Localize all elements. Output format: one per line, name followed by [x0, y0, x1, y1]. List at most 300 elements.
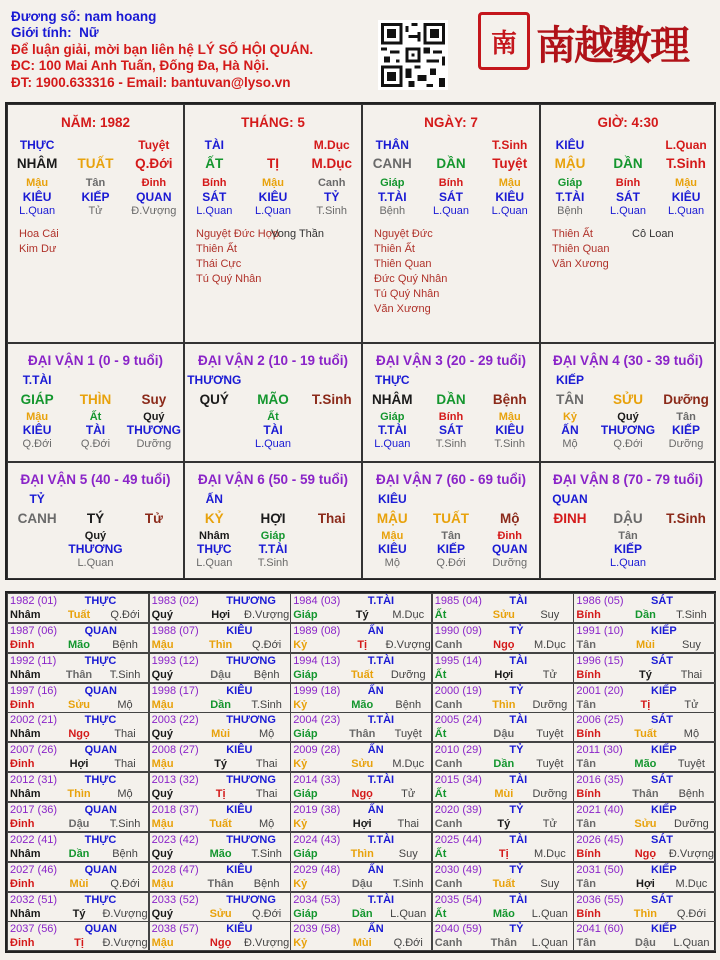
year-cell: [290, 623, 432, 653]
year-god: SÁT: [651, 714, 673, 727]
year-branch: Thìn: [492, 698, 516, 711]
dai-van-cell: [540, 462, 716, 579]
year-label: 2025 (44): [434, 833, 482, 846]
year-branch: Thân: [207, 877, 234, 890]
pillar-note: Thiên Ất: [374, 243, 415, 255]
dai-van-hidden-cell: Mậu: [498, 411, 521, 423]
dai-van-hidden-cell: [125, 530, 183, 542]
year-branch: Mùi: [211, 728, 231, 741]
dai-van-stages-cell: Dưỡng: [136, 438, 172, 450]
dai-van-stem-cell: CANH: [17, 511, 57, 526]
year-stem: Kỷ: [293, 758, 308, 771]
dai-van-title: ĐẠI VẬN 4 (30 - 39 tuổi): [552, 353, 704, 368]
dai-van-gods-row: [541, 542, 715, 556]
year-body: [8, 757, 148, 771]
dai-van-gods-cell: KIÊU: [495, 423, 525, 437]
year-stage: Bệnh: [253, 877, 280, 890]
year-god: TỶ: [509, 923, 524, 936]
year-cell: [573, 712, 715, 742]
year-branch: Ngọ: [351, 788, 373, 801]
year-body: [433, 638, 573, 652]
year-label: 2040 (59): [434, 923, 482, 936]
year-god: ẤN: [367, 923, 384, 936]
year-body: [150, 847, 290, 861]
year-stage: Đ.Vượng: [244, 937, 290, 950]
year-branch: Sửu: [492, 609, 515, 621]
year-head: [291, 654, 431, 668]
qr-code-icon: [378, 20, 448, 90]
year-cell: [432, 802, 574, 832]
year-branch: Dậu: [351, 877, 373, 890]
year-stem: Ất: [434, 907, 447, 920]
year-stem: Canh: [434, 758, 463, 771]
year-head: [8, 594, 148, 608]
dai-van-gods-row: [363, 423, 539, 437]
year-label: 2036 (55): [576, 893, 624, 906]
year-stage: T.Sinh: [251, 847, 282, 860]
year-god: T.TÀI: [367, 654, 395, 667]
dai-van-cell: [7, 343, 184, 462]
year-label: 2041 (60): [576, 923, 624, 936]
dai-van-god-spacer: [480, 492, 539, 506]
dai-van-stages-cell: Dưỡng: [492, 557, 528, 569]
year-stem: Ất: [434, 728, 447, 741]
year-label: 2003 (22): [151, 714, 199, 727]
year-stem: Canh: [434, 877, 463, 890]
dai-van-stem-cell: T.Sinh: [666, 511, 706, 526]
year-head: [433, 594, 573, 608]
year-stem: Kỷ: [293, 937, 308, 950]
pillar-stages-cell: Tử: [88, 205, 103, 217]
year-god: ẤN: [367, 744, 384, 757]
year-head: [8, 743, 148, 757]
year-branch: Dậu: [210, 668, 231, 681]
pillar-hidden-row: [363, 177, 539, 189]
dai-van-title: ĐẠI VẬN 5 (40 - 49 tuổi): [20, 472, 171, 487]
pillar-stages-row: [541, 205, 715, 217]
year-stem: Đinh: [10, 937, 35, 950]
pillar-gods-row: [8, 190, 183, 204]
dai-van-gods-cell: [185, 423, 244, 437]
year-cell: [149, 772, 291, 802]
pillar-stages-cell: L.Quan: [432, 205, 470, 217]
year-head: [8, 803, 148, 817]
year-body: [8, 787, 148, 801]
year-body: [291, 907, 431, 921]
dai-van-hidden-cell: Ất: [267, 411, 279, 423]
dai-van-stem-row: [363, 392, 539, 407]
year-label: 2022 (41): [10, 833, 58, 846]
pillar-notes: [8, 227, 183, 257]
year-head: [574, 803, 714, 817]
pillar-note: Tú Quý Nhân: [196, 273, 262, 285]
year-cell: [290, 712, 432, 742]
pillar-title: NGÀY: 7: [424, 115, 478, 130]
dai-van-stem-cell: DẦN: [436, 392, 466, 407]
year-head: [150, 922, 290, 936]
year-cell: [290, 593, 432, 623]
dai-van-hidden-cell: Bính: [438, 411, 464, 423]
year-stem: Kỷ: [293, 817, 308, 830]
dai-van-gods-row: [541, 423, 715, 437]
year-label: 2030 (49): [434, 863, 482, 876]
dai-van-gods-cell: [541, 542, 599, 556]
dai-van-title: ĐẠI VẬN 1 (0 - 9 tuổi): [27, 353, 163, 368]
year-god: SÁT: [651, 654, 673, 667]
year-stem: Bính: [576, 788, 601, 801]
pillar-gods-row: [541, 190, 715, 204]
dai-van-stages-row: [363, 438, 539, 450]
pillar-hidden-row: [8, 177, 183, 189]
dai-van-god-spacer: [422, 373, 481, 387]
pillar-stages-row: [8, 205, 183, 217]
dai-van-stages-row: [541, 557, 715, 569]
year-head: [291, 833, 431, 847]
year-cell: [432, 712, 574, 742]
pillar-hidden-row: [185, 177, 361, 189]
year-label: 1995 (14): [434, 654, 482, 667]
pillar-stem-row: [541, 156, 715, 171]
pillar-stem-cell: Q.Đới: [135, 156, 173, 171]
dai-van-god: THỰC: [374, 373, 410, 387]
dai-van-gods-cell: THƯƠNG: [68, 542, 123, 556]
dai-van-hidden-cell: [302, 530, 361, 542]
pillar-stages-cell: L.Quan: [196, 205, 233, 217]
year-stem: Tân: [576, 698, 596, 711]
year-head: [433, 803, 573, 817]
year-stage: M.Dục: [675, 877, 708, 890]
dai-van-gods-cell: TÀI: [263, 423, 283, 437]
dai-van-god: KIẾP: [555, 373, 584, 387]
dai-van-hidden-row: [541, 411, 715, 423]
year-branch: Tý: [497, 817, 511, 830]
dai-van-gods-cell: T.TÀI: [258, 542, 288, 556]
year-label: 1999 (18): [293, 684, 341, 697]
dai-van-stem-cell: KỶ: [204, 511, 224, 526]
year-branch: Dần: [493, 758, 515, 771]
year-stage: Mộ: [117, 788, 133, 801]
pillar-ten-god-cell: THÂN: [375, 138, 409, 152]
pillar-stages-row: [185, 205, 361, 217]
year-stem: Đinh: [10, 638, 35, 651]
year-god: THƯƠNG: [226, 595, 276, 607]
year-branch: Thân: [349, 728, 376, 741]
dai-van-hidden-cell: [541, 530, 599, 542]
year-stage: T.Sinh: [676, 609, 707, 621]
year-stem: Bính: [576, 907, 601, 920]
year-head: [433, 773, 573, 787]
year-cell: [7, 892, 149, 922]
dai-van-stem-cell: HỢI: [260, 511, 286, 526]
year-cell: [7, 593, 149, 623]
year-head: [574, 773, 714, 787]
dai-van-stages-cell: L.Quan: [77, 557, 114, 569]
dai-van-gods-cell: QUAN: [492, 542, 528, 556]
year-stage: Suy: [540, 877, 560, 890]
year-body: [291, 787, 431, 801]
pillar-stages-cell: T.Sinh: [316, 205, 347, 217]
dai-van-god-spacer: [66, 373, 124, 387]
year-god: QUAN: [84, 803, 117, 816]
year-god: T.TÀI: [367, 833, 395, 846]
dai-van-stages-row: [8, 438, 183, 450]
year-cell: [7, 802, 149, 832]
dai-van-stem-cell: NHÂM: [372, 392, 413, 407]
dai-van-hidden-cell: Giáp: [380, 411, 405, 423]
year-label: 1983 (02): [151, 595, 199, 607]
dai-van-title: ĐẠI VẬN 6 (50 - 59 tuổi): [197, 472, 349, 487]
pillar-stem-cell: Tuyệt: [492, 156, 528, 171]
year-cell: [432, 683, 574, 713]
year-stem: Nhâm: [10, 609, 41, 621]
year-label: 1985 (04): [434, 595, 482, 607]
pillar-hidden-cell: Tân: [85, 177, 106, 189]
dai-van-gods-row: [185, 423, 361, 437]
pillar-note: Thiên Ất: [552, 228, 593, 240]
year-stem: Tân: [576, 638, 596, 651]
year-branch: Dậu: [635, 937, 656, 950]
pillar-stages-row: [363, 205, 539, 217]
dai-van-hidden-row: [363, 411, 539, 423]
year-stage: L.Quan: [673, 937, 710, 950]
dai-van-stages-cell: L.Quan: [254, 438, 292, 450]
dai-van-gods-cell: KIẾP: [436, 542, 465, 556]
pillar-note: Văn Xương: [552, 258, 609, 270]
year-stem: Mậu: [151, 937, 174, 950]
dai-van-title: ĐẠI VẬN 2 (10 - 19 tuổi): [197, 353, 349, 368]
year-stage: Tuyệt: [536, 758, 564, 771]
year-head: [150, 743, 290, 757]
year-stage: Tử: [684, 698, 699, 711]
dai-van-stem-cell: Suy: [141, 392, 167, 407]
year-god: TỶ: [509, 624, 524, 637]
year-stage: Thai: [255, 758, 278, 771]
year-head: [433, 624, 573, 638]
year-body: [150, 727, 290, 741]
year-stem: Đinh: [10, 698, 35, 711]
dai-van-stem-cell: TÂN: [556, 392, 584, 407]
year-body: [433, 787, 573, 801]
chart-grid: [5, 102, 716, 580]
year-stage: Tử: [401, 788, 416, 801]
year-head: [433, 713, 573, 727]
year-cell: [7, 683, 149, 713]
year-god: KIÊU: [226, 684, 253, 697]
year-god: ẤN: [367, 803, 384, 816]
year-label: 2006 (25): [576, 714, 624, 727]
year-stage: Suy: [540, 609, 560, 621]
year-label: 2028 (47): [151, 863, 199, 876]
year-body: [150, 877, 290, 891]
year-god: QUAN: [84, 684, 117, 697]
year-branch: Hợi: [211, 609, 231, 621]
dai-van-hidden-cell: Ất: [89, 411, 102, 423]
year-branch: Hợi: [69, 758, 89, 771]
year-cell: [290, 802, 432, 832]
pillar-hidden-cell: Bính: [615, 177, 641, 189]
year-head: [291, 803, 431, 817]
dai-van-god-spacer: [66, 492, 124, 506]
year-body: [574, 638, 714, 652]
year-label: 2016 (35): [576, 774, 624, 787]
pillar-cell: [540, 104, 716, 343]
year-stage: Tuyệt: [677, 758, 705, 771]
year-head: [8, 624, 148, 638]
year-body: [433, 847, 573, 861]
year-branch: Ngọ: [209, 937, 232, 950]
year-head: [150, 713, 290, 727]
dai-van-hidden-cell: Tân: [441, 530, 461, 542]
year-body: [574, 698, 714, 712]
year-stem: Quý: [151, 609, 173, 621]
header-info: [11, 9, 313, 91]
pillar-stages-cell: L.Quan: [254, 205, 292, 217]
year-cell: [290, 921, 432, 951]
dai-van-gods-cell: TÀI: [85, 423, 106, 437]
year-label: 2007 (26): [10, 744, 58, 757]
year-stem: Kỷ: [293, 877, 308, 890]
dai-van-god-spacer: [125, 492, 183, 506]
dai-van-stages-cell: T.Sinh: [435, 438, 467, 450]
dai-van-stem-row: [541, 511, 715, 526]
year-stem: Quý: [151, 728, 173, 741]
year-stage: Mộ: [117, 698, 133, 711]
year-stem: Canh: [434, 638, 463, 651]
year-god: TỶ: [509, 684, 524, 697]
year-body: [291, 817, 431, 831]
dai-van-hidden-cell: Quý: [617, 411, 639, 423]
dai-van-gods-cell: THƯƠNG: [126, 423, 181, 437]
year-cell: [149, 593, 291, 623]
year-stage: Suy: [681, 638, 701, 651]
pillar-note: Đức Quý Nhân: [374, 273, 448, 285]
year-stage: Đ.Vượng: [244, 609, 290, 621]
year-stem: Nhâm: [10, 907, 41, 920]
year-head: [8, 773, 148, 787]
year-god: THƯƠNG: [226, 893, 276, 906]
year-label: 2000 (19): [434, 684, 482, 697]
year-branch: Thìn: [633, 907, 658, 920]
year-branch: Ngọ: [493, 638, 515, 651]
dai-van-hidden-cell: [185, 411, 244, 423]
dai-van-god-spacer: [302, 492, 361, 506]
year-branch: Tý: [355, 609, 369, 621]
dai-van-god-spacer: [125, 373, 183, 387]
dai-van-god-spacer: [480, 373, 539, 387]
dai-van-title: ĐẠI VẬN 7 (60 - 69 tuổi): [375, 472, 527, 487]
year-label: 1987 (06): [10, 624, 58, 637]
year-head: [433, 922, 573, 936]
pillar-hidden-cell: Giáp: [380, 177, 405, 189]
dai-van-cell: [7, 462, 184, 579]
year-stage: Thai: [397, 817, 419, 830]
year-stem: Nhâm: [10, 788, 41, 801]
year-stem: Nhâm: [10, 847, 41, 860]
dai-van-gods-cell: KIÊU: [377, 542, 407, 556]
year-stage: Mộ: [258, 817, 275, 830]
year-body: [150, 907, 290, 921]
year-label: 1988 (07): [151, 624, 199, 637]
year-stem: Nhâm: [10, 668, 41, 681]
dai-van-hidden-cell: Tân: [676, 411, 696, 423]
year-label: 2017 (36): [10, 803, 58, 816]
year-cell: [7, 921, 149, 951]
pillar-stages-cell: L.Quan: [609, 205, 647, 217]
year-stem: Ất: [434, 788, 447, 801]
year-branch: Tị: [357, 638, 368, 651]
year-god: TÀI: [509, 893, 528, 906]
year-stage: T.Sinh: [109, 817, 141, 830]
pillar-note: Tú Quý Nhân: [374, 288, 440, 300]
pillar-note: Thái Cực: [196, 258, 242, 270]
year-body: [433, 817, 573, 831]
dai-van-stages-row: [363, 557, 539, 569]
year-branch: Mão: [634, 758, 657, 771]
dai-van-stages-row: [541, 438, 715, 450]
year-stem: Bính: [576, 728, 601, 741]
dai-van-stages-cell: [302, 438, 361, 450]
year-body: [291, 638, 431, 652]
year-head: [574, 893, 714, 907]
pillar-stages-cell: Đ.Vượng: [131, 205, 177, 217]
pillar-gods-cell: T.TÀI: [555, 190, 585, 204]
year-stem: Tân: [576, 758, 596, 771]
year-label: 2014 (33): [293, 774, 341, 787]
dai-van-gods-cell: [302, 542, 361, 556]
year-head: [574, 594, 714, 608]
year-body: [291, 727, 431, 741]
pillar-stem-row: [8, 156, 183, 171]
year-stage: Dưỡng: [390, 668, 426, 681]
dai-van-gods-cell: THỰC: [196, 542, 232, 556]
year-god: TÀI: [509, 774, 528, 787]
year-god: THỰC: [84, 714, 117, 727]
year-branch: Thân: [490, 937, 517, 950]
year-body: [291, 668, 431, 682]
year-cell: [290, 862, 432, 892]
pillar-hidden-row: [541, 177, 715, 189]
dai-van-stages-cell: T.Sinh: [494, 438, 525, 450]
year-label: 2013 (32): [151, 774, 199, 787]
year-body: [433, 907, 573, 921]
year-cell: [290, 683, 432, 713]
dai-van-stages-cell: L.Quan: [374, 438, 411, 450]
year-stage: Suy: [398, 847, 418, 860]
year-god: TÀI: [509, 654, 528, 667]
year-head: [574, 713, 714, 727]
year-body: [574, 727, 714, 741]
dai-van-title: ĐẠI VẬN 3 (20 - 29 tuổi): [375, 353, 527, 368]
year-cell: [432, 623, 574, 653]
year-cell: [7, 742, 149, 772]
pillar-ten-god-cell: L.Quan: [665, 138, 707, 152]
pillar-gods-cell: KIÊU: [22, 190, 52, 204]
year-stem: Tân: [576, 937, 596, 950]
contact-phone-email: ĐT: 1900.633316 - Email: bantuvan@lyso.vn: [11, 74, 291, 90]
dai-van-stages-cell: Q.Đới: [80, 438, 111, 450]
pillar-gods-cell: SÁT: [202, 190, 227, 204]
year-stem: Quý: [151, 907, 173, 920]
pillar-hidden-cell: Canh: [317, 177, 346, 189]
year-god: KIẾP: [651, 744, 677, 757]
dai-van-hidden-row: [185, 411, 361, 423]
year-label: 2037 (56): [10, 923, 58, 936]
year-label: 2019 (38): [293, 803, 341, 816]
pillar-ten-god-cell: T.Sinh: [492, 138, 528, 152]
year-cell: [573, 623, 715, 653]
year-head: [291, 713, 431, 727]
pillar-hidden-cell: Bính: [438, 177, 464, 189]
